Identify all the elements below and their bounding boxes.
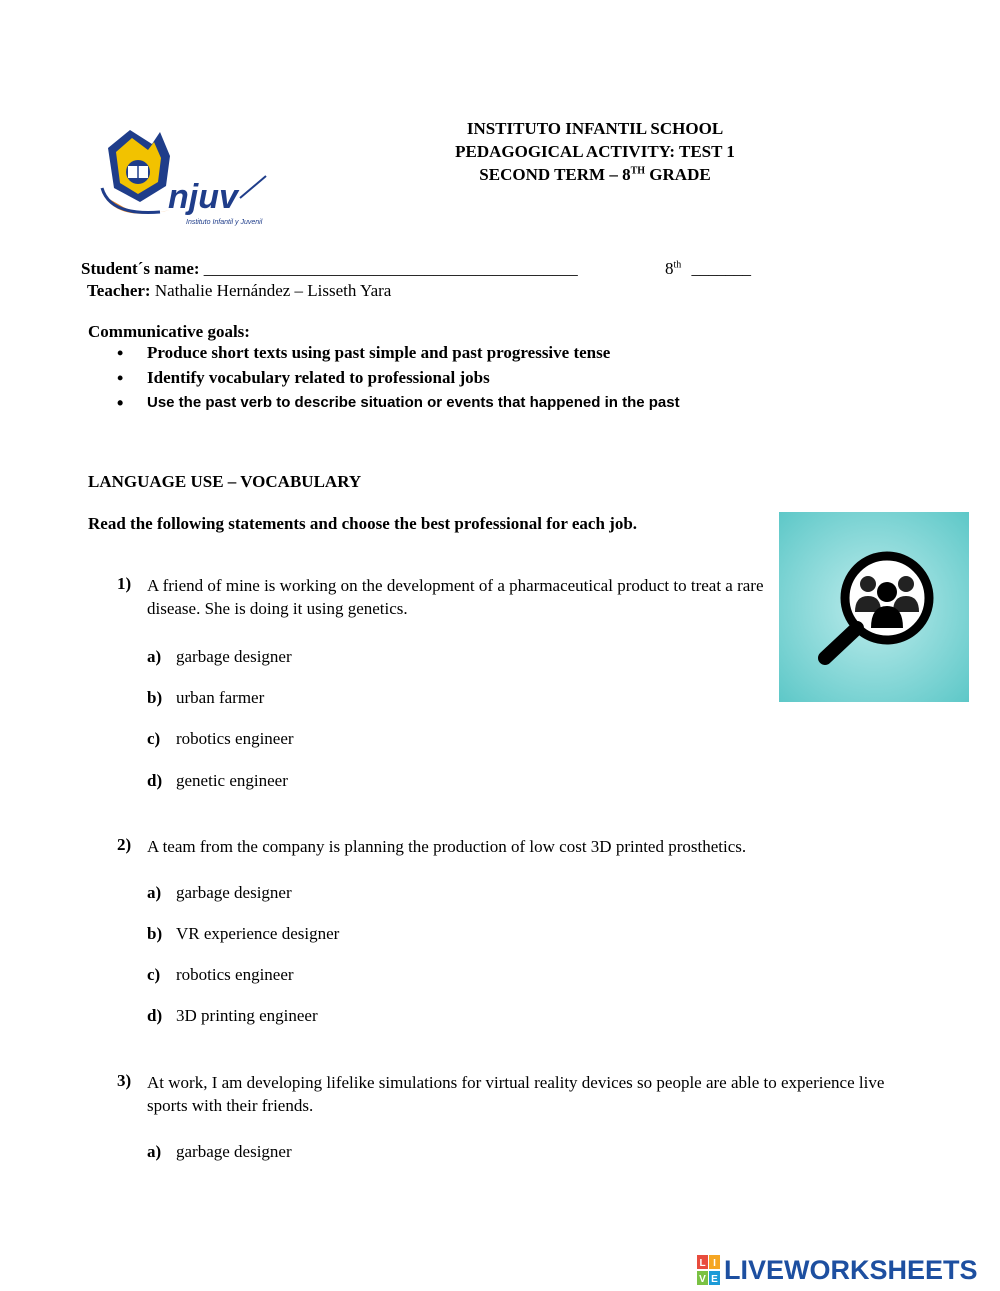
liveworksheets-logo[interactable] [697, 1254, 997, 1286]
goals-list [88, 342, 680, 417]
teacher-line [87, 281, 391, 301]
search-people-illustration [779, 512, 969, 702]
activity-title: PEDAGOGICAL ACTIVITY: TEST 1 [455, 142, 735, 161]
logo-subtitle: Instituto Infantil y Juvenil [186, 219, 263, 226]
goal-item: • Produce short texts using past simple and past progressive tense [147, 342, 680, 367]
school-logo [100, 126, 270, 228]
goal-item: • Identify vocabulary related to professional jobs [147, 367, 680, 392]
grade-field[interactable]: 8th _______ [665, 259, 752, 278]
logo-brand: njuv [168, 178, 238, 216]
answer-option[interactable]: d) genetic engineer [147, 771, 288, 790]
teacher-names: Nathalie Hernández – Lisseth Yara [154, 281, 392, 300]
question-number: 2) [117, 835, 132, 854]
answer-option[interactable]: b) VR experience designer [147, 924, 340, 943]
question-number: 1) [117, 574, 132, 593]
goals-title: Communicative goals: [88, 322, 250, 341]
svg-text:V: V [699, 1274, 706, 1285]
svg-text:L: L [699, 1258, 706, 1269]
question-1 [117, 574, 767, 620]
question-number: 3) [117, 1071, 132, 1090]
svg-text:E: E [711, 1274, 718, 1285]
answer-option[interactable]: c) robotics engineer [147, 729, 294, 748]
question-3 [117, 1071, 917, 1117]
answer-option[interactable]: b) urban farmer [147, 688, 265, 707]
school-header [400, 117, 790, 186]
answer-option[interactable]: c) robotics engineer [147, 965, 294, 984]
question-2 [117, 835, 917, 858]
student-name-field[interactable] [81, 259, 578, 279]
svg-text:I: I [713, 1258, 716, 1269]
school-name: INSTITUTO INFANTIL SCHOOL [466, 119, 724, 138]
answer-option[interactable]: a) garbage designer [147, 883, 292, 902]
answer-option[interactable]: a) garbage designer [147, 1142, 292, 1161]
answer-option[interactable]: a) garbage designer [147, 647, 292, 666]
question-text: A friend of mine is working on the development of a pharmaceutical product to treat a rare disease. She is doing it using genetics. [147, 576, 764, 618]
live-badge-icon [697, 1254, 721, 1286]
term-grade: SECOND TERM – 8TH GRADE [479, 165, 711, 184]
student-name-label: Student´s name: [81, 259, 200, 278]
instruction: Read the following statements and choose the best professional for each job. [88, 514, 638, 533]
question-text: At work, I am developing lifelike simulations for virtual reality devices so people are able to experience live sports with their friends. [147, 1073, 885, 1115]
grade-blank[interactable]: _______ [691, 259, 752, 278]
goal-item: • Use the past verb to describe situation or events that happened in the past [147, 392, 680, 417]
teacher-label: Teacher: [87, 281, 151, 300]
footer-brand: LIVEWORKSHEETS [724, 1255, 978, 1285]
section-title: LANGUAGE USE – VOCABULARY [88, 472, 362, 491]
student-name-blank[interactable]: ____________________________________________ [203, 259, 578, 278]
answer-option[interactable]: d) 3D printing engineer [147, 1006, 318, 1025]
question-text: A team from the company is planning the production of low cost 3D printed prosthetics. [147, 837, 747, 856]
